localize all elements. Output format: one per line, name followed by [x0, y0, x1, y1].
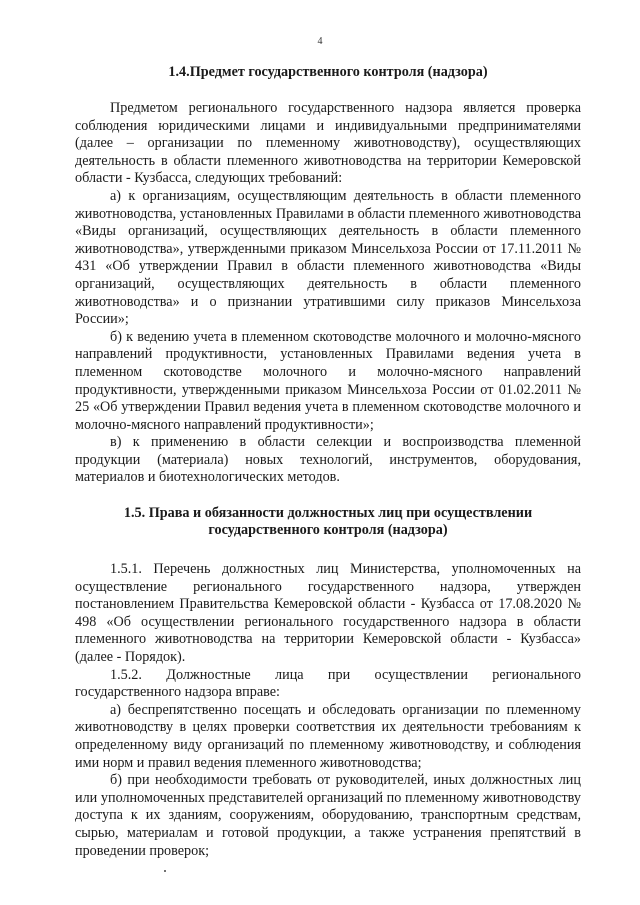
section-1-5-item-b: б) при необходимости требовать от руководителей, иных должностных лиц или уполномоченных представителей организаций по племенному животноводству доступа к их зданиям, сооружениям, оборудованию, транспортным средствам, сырью, материалам и готовой продукции, а также устранения препятствий в проведении проверок;: [75, 772, 581, 859]
document-body: [75, 60, 581, 860]
paragraph-1-5-2: 1.5.2. Должностные лица при осуществлении регионального государственного надзора вправе:: [75, 666, 581, 701]
section-1-5-heading-line1: 1.5. Права и обязанности должностных лиц при осуществлении: [123, 505, 533, 522]
section-1-5-heading: [75, 505, 581, 539]
page-number: 4: [317, 36, 323, 47]
section-1-4-heading: 1.4.Предмет государственного контроля (надзора): [168, 64, 488, 80]
paragraph-1-5-1: 1.5.1. Перечень должностных лиц Министерства, уполномоченных на осуществление регионального государственного надзора, утвержден постановлением Правительства Кемеровской области - Кузбасса от 17.08.2020 № 498 «Об осуществлении регионального государственного надзора в области племенного животноводства на территории Кемеровской области - Кузбасса» (далее - Порядок).: [75, 561, 581, 666]
scan-speck: [164, 870, 166, 872]
section-1-4-item-a: а) к организациям, осуществляющим деятельность в области племенного животноводства, установленных Правилами в области племенного животноводства «Виды организаций, осуществляющих деятельность в области племенного животноводства», утвержденными приказом Минсельхоза России от 17.11.2011 № 431 «Об утверждении Правил в области племенного животноводства «Виды организаций, осуществляющих деятельность в области племенного животноводства» и о признании утратившими силу приказов Минсельхоза России»;: [75, 187, 581, 328]
section-1-4-item-b: б) к ведению учета в племенном скотоводстве молочного и молочно-мясного направлений продуктивности, установленных Правилами ведения учета в племенном скотоводстве молочного и молочно-мясного направлений продуктивности, утвержденными приказом Минсельхоза России от 01.02.2011 № 25 «Об утверждении Правил ведения учета в племенном скотоводстве молочного и молочно-мясного направлений продуктивности»;: [75, 328, 581, 433]
section-1-4-item-c: в) к применению в области селекции и воспроизводства племенной продукции (материала) новых технологий, инструментов, оборудования, материалов и биотехнологических методов.: [75, 434, 581, 486]
section-1-5-item-a: а) беспрепятственно посещать и обследовать организации по племенному животноводству в целях проверки соответствия их деятельности требованиям к определенному виду организаций по племенному животноводству, и соблюдения ими норм и правил ведения племенного животноводства;: [75, 701, 581, 771]
section-1-4-intro: Предметом регионального государственного надзора является проверка соблюдения юридическими лицами и индивидуальными предпринимателями (далее – организации по племенному животноводству), осуществляющих деятельность в области племенного животноводства на территории Кемеровской области - Кузбасса, следующих требований:: [75, 100, 581, 187]
section-1-5-heading-line2: государственного контроля (надзора): [208, 522, 448, 539]
